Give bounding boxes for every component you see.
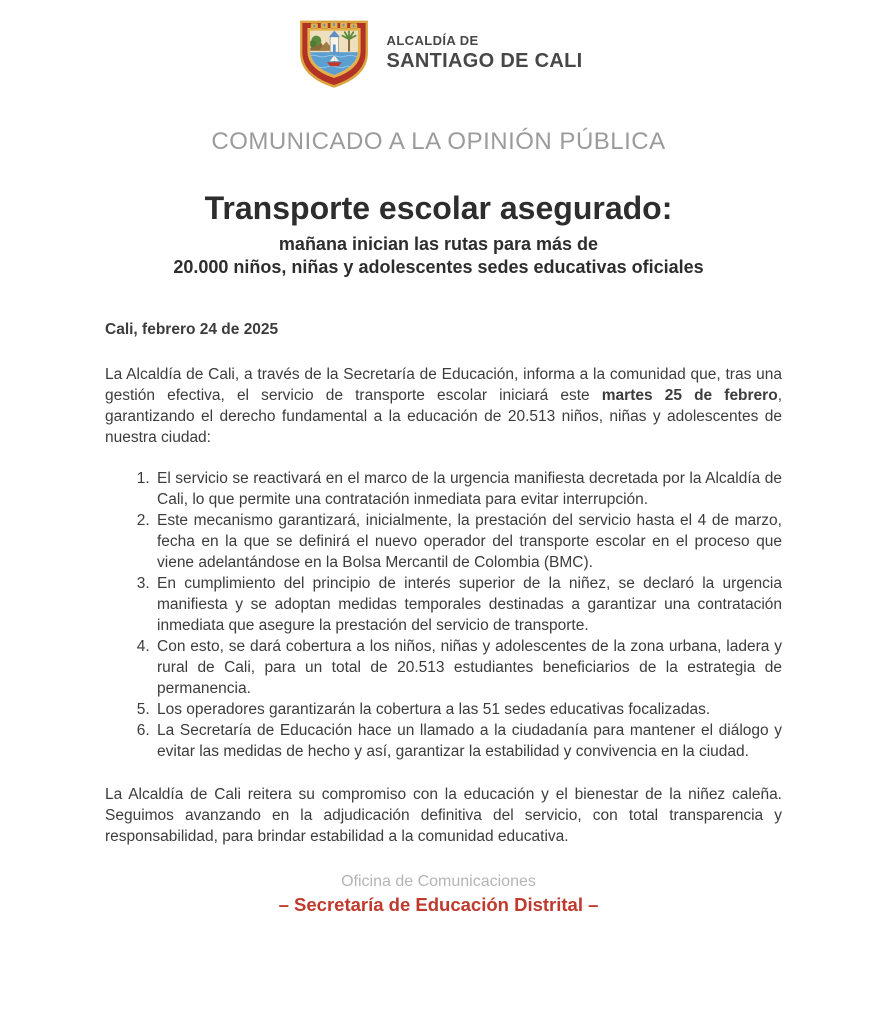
list-item: 3. En cumplimiento del principio de interés superior de la niñez, se declaró la urgencia manifiesta y se adoptan medidas temporales destinadas a garantizar una contratación inmediata que asegure la prestación del servicio de transporte.: [154, 573, 782, 636]
closing-paragraph: La Alcaldía de Cali reitera su compromiso con la educación y el bienestar de la niñez caleña. Seguimos avanzando en la adjudicación definitiva del servicio, con total transparencia y responsabilidad, para brindar estabilidad a la comunidad educativa.: [105, 785, 782, 845]
logo-org-line2: SANTIAGO DE CALI: [386, 50, 583, 73]
intro-paragraph: [105, 364, 782, 448]
intro-text-start: La Alcaldía de Cali, a través de la Secretaría de Educación, informa a la comunidad que, tras una gestión efectiva, el servicio de transporte escolar iniciará este: [105, 365, 782, 404]
list-item: 1. El servicio se reactivará en el marco de la urgencia manifiesta decretada por la Alcaldía de Cali, lo que permite una contratación inmediata para evitar interrupción.: [154, 468, 782, 510]
list-item: 4. Con esto, se dará cobertura a los niños, niñas y adolescentes de la zona urbana, ladera y rural de Cali, para un total de 20.513 estudiantes beneficiarios de la estrategia de permanencia.: [154, 636, 782, 699]
document-body: [0, 319, 877, 847]
intro-text-bold-date: martes 25 de febrero: [601, 386, 778, 404]
logo: [0, 0, 877, 90]
subtitle-line1: mañana inician las rutas para más de: [278, 233, 599, 254]
intro-text-end: , garantizando el derecho fundamental a la educación de 20.513 niños, niñas y adolescentes de nuestra ciudad:: [105, 386, 782, 446]
document-title: Transporte escolar asegurado:: [204, 190, 673, 226]
dateline: Cali, febrero 24 de 2025: [105, 320, 279, 338]
list-item: 5. Los operadores garantizarán la cobertura a las 51 sedes educativas focalizadas.: [154, 699, 782, 720]
cali-coat-of-arms-icon: [295, 16, 373, 90]
kicker-heading: COMUNICADO A LA OPINIÓN PÚBLICA: [211, 128, 666, 155]
footer-office-line: Oficina de Comunicaciones: [341, 872, 536, 890]
list-item: 6. La Secretaría de Educación hace un llamado a la ciudadanía para mantener el diálogo y evitar las medidas de hecho y así, garantizar la estabilidad y convivencia en la ciudad.: [154, 720, 782, 762]
document-footer: [0, 873, 877, 916]
subtitle: [0, 233, 877, 279]
subtitle-line2: 20.000 niños, niñas y adolescentes sedes educativas oficiales: [173, 256, 704, 277]
logo-text: [387, 34, 583, 72]
list-item: 2. Este mecanismo garantizará, inicialmente, la prestación del servicio hasta el 4 de marzo, fecha en la que se definirá el nuevo operador del transporte escolar en el proceso que viene adelantándose en la Bolsa Mercantil de Colombia (BMC).: [154, 510, 782, 573]
logo-org-line1: ALCALDÍA DE: [386, 32, 479, 48]
numbered-list: [105, 468, 782, 762]
footer-secretariat-line: – Secretaría de Educación Distrital –: [278, 893, 599, 915]
